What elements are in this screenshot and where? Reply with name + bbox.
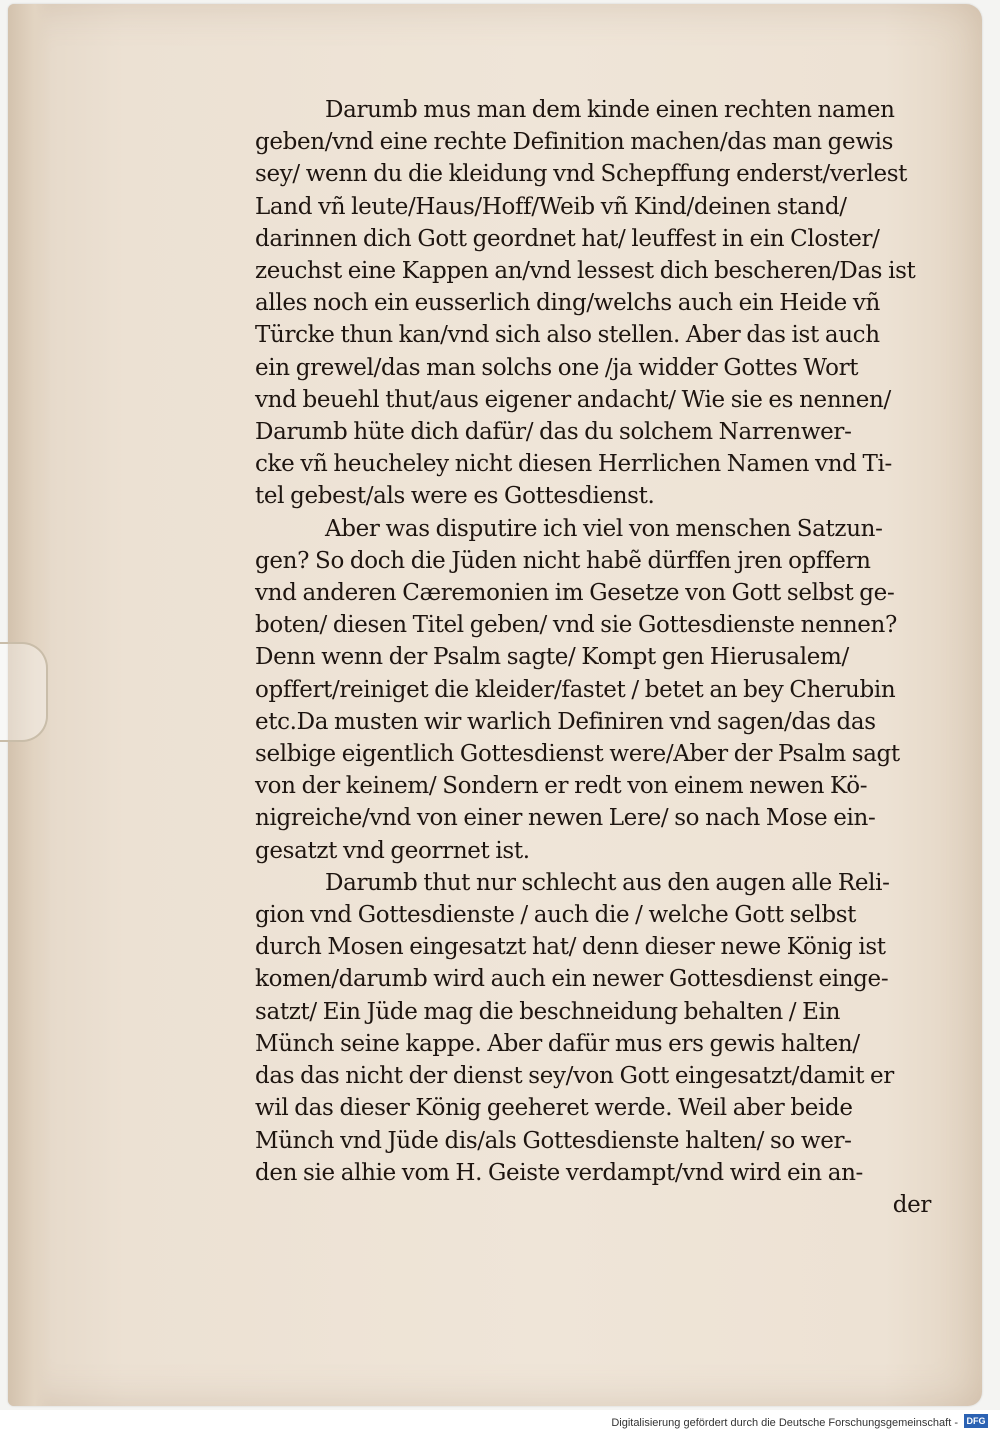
text-line: alles noch ein eusserlich ding/welchs auch ein Heide vñ — [255, 290, 880, 317]
text-line: cke vñ heucheley nicht diesen Herrlichen Namen vnd Ti- — [255, 451, 892, 478]
text-line: boten/ diesen Titel geben/ vnd sie Gottesdienste nennen? — [255, 612, 898, 639]
text-line: Darumb hüte dich dafür/ das du solchem Narrenwer- — [255, 419, 852, 446]
text-line: vnd beuehl thut/aus eigener andacht/ Wie sie es nennen/ — [255, 386, 891, 413]
text-line: Denn wenn der Psalm sagte/ Kompt gen Hierusalem/ — [255, 644, 849, 671]
text-line: geben/vnd eine rechte Definition machen/das man gewis — [255, 129, 894, 156]
text-line: komen/darumb wird auch ein newer Gottesdienst einge- — [255, 966, 889, 993]
text-line: sey/ wenn du die kleidung vnd Schepffung enderst/verlest — [255, 161, 908, 188]
text-line: das das nicht der dienst sey/von Gott eingesatzt/damit er — [255, 1063, 894, 1090]
text-line: gion vnd Gottesdienste / auch die / welche Gott selbst — [255, 902, 857, 929]
text-line: selbige eigentlich Gottesdienst were/Aber der Psalm sagt — [255, 741, 900, 768]
text-line: Aber was disputire ich viel von menschen Satzun- — [325, 515, 883, 542]
text-line: wil das dieser König geeheret werde. Weil aber beide — [255, 1095, 853, 1122]
text-line: Land vñ leute/Haus/Hoff/Weib vñ Kind/deinen stand/ — [255, 193, 847, 220]
text-line: Türcke thun kan/vnd sich also stellen. Aber das ist auch — [255, 322, 880, 349]
text-line: darinnen dich Gott geordnet hat/ leuffest in ein Closter/ — [255, 225, 880, 252]
text-line: vnd anderen Cæremonien im Gesetze von Gott selbst ge- — [255, 580, 895, 607]
text-line: gen? So doch die Jüden nicht habẽ dürffen jren opffern — [255, 547, 871, 574]
text-line: etc.Da musten wir warlich Definiren vnd sagen/das das — [255, 708, 876, 735]
text-line: ein grewel/das man solchs one /ja widder Gottes Wort — [255, 354, 859, 381]
text-line: tel gebest/als were es Gottesdienst. — [255, 483, 655, 510]
text-line: den sie alhie vom H. Geiste verdampt/vnd wird ein an- — [255, 1159, 863, 1186]
text-line: opffert/reiniget die kleider/fastet / betet an bey Cherubin — [255, 676, 896, 703]
text-line: von der keinem/ Sondern er redt von einem newen Kö- — [255, 773, 868, 800]
text-line: zeuchst eine Kappen an/vnd lessest dich bescheren/Das ist — [255, 258, 916, 285]
text-line: Darumb thut nur schlecht aus den augen alle Reli- — [325, 869, 890, 896]
dfg-logo-icon: DFG — [964, 1414, 988, 1428]
body-text — [255, 94, 931, 1221]
text-line: satzt/ Ein Jüde mag die beschneidung behalten / Ein — [255, 998, 841, 1025]
footer-credit: Digitalisierung gefördert durch die Deutsche Forschungsgemeinschaft - — [611, 1417, 958, 1429]
text-line: Münch vnd Jüde dis/als Gottesdienste halten/ so wer- — [255, 1127, 852, 1154]
text-line: Darumb mus man dem kinde einen rechten namen — [325, 97, 895, 123]
text-line: gesatzt vnd georrnet ist. — [255, 837, 530, 864]
text-line: Münch seine kappe. Aber dafür mus ers gewis halten/ — [255, 1030, 860, 1057]
catchword: der — [892, 1191, 931, 1218]
text-line: durch Mosen eingesatzt hat/ denn dieser newe König ist — [255, 934, 886, 961]
text-line: nigreiche/vnd von einer newen Lere/ so nach Mose ein- — [255, 805, 876, 832]
page-clip — [0, 642, 48, 742]
